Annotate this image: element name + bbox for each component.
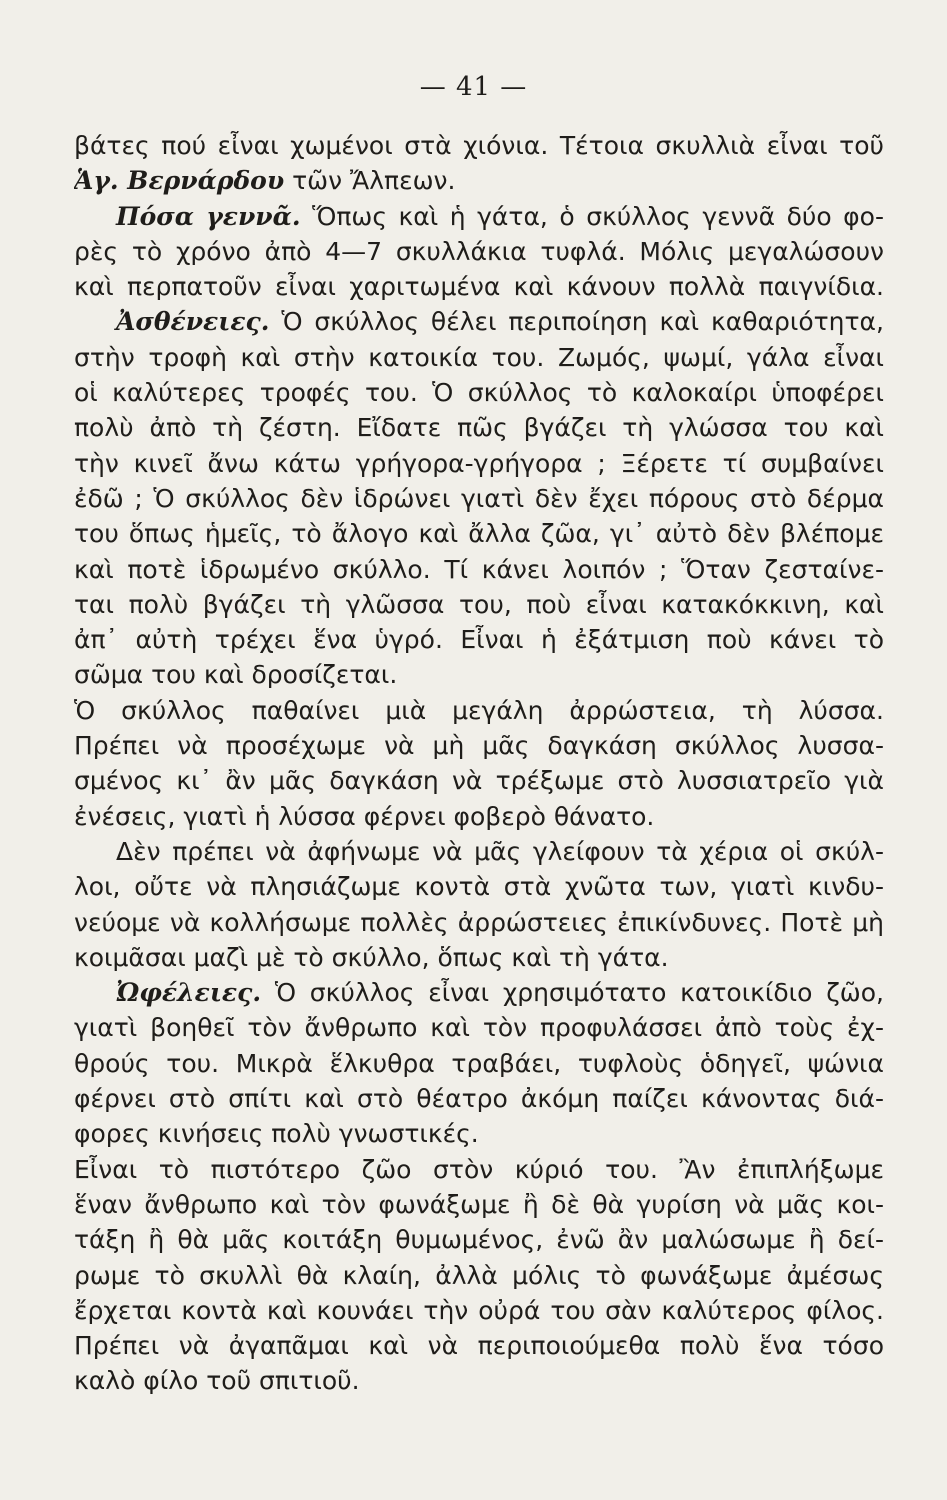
text-run: ἀπ᾽ αὐτὴ τρέχει ἕνα ὑγρό. Εἶναι ἡ ἐξάτμιση ποὺ κάνει τὸ	[74, 625, 884, 655]
text-line	[74, 834, 884, 869]
text-run: σῶμα του καὶ δροσίζεται.	[74, 660, 398, 690]
text-line	[74, 269, 884, 304]
text-line	[74, 375, 884, 410]
text-line	[74, 1187, 884, 1222]
text-run: φέρνει στὸ σπίτι καὶ στὸ θέατρο ἀκόμη παίζει κάνοντας διά-	[74, 1084, 884, 1114]
text-run: ρωμε τὸ σκυλλὶ θὰ κλαίη, ἀλλὰ μόλις τὸ φωνάξωμε ἀμέσως	[74, 1260, 884, 1290]
text-line	[74, 1152, 884, 1187]
text-run: οἱ καλύτερες τροφές του. Ὁ σκύλλος τὸ καλοκαίρι ὑποφέρει	[74, 378, 884, 408]
text-line	[74, 340, 884, 375]
text-run: καὶ περπατοῦν εἶναι χαριτωμένα καὶ κάνουν πολλὰ παιγνίδια.	[74, 272, 884, 302]
text-run: κοιμᾶσαι μαζὶ μὲ τὸ σκύλλο, ὅπως καὶ τὴ γάτα.	[74, 942, 669, 972]
text-line	[74, 869, 884, 904]
text-line	[74, 1222, 884, 1257]
text-run: Ὁ σκύλλος παθαίνει μιὰ μεγάλη ἀρρώστεια, τὴ λύσσα.	[74, 695, 884, 725]
text-run: τὴν κινεῖ ἄνω κάτω γρήγορα-γρήγορα ; Ξέρετε τί συμβαίνει	[74, 448, 884, 478]
text-line	[74, 728, 884, 763]
text-line	[74, 657, 884, 692]
text-line	[74, 446, 884, 481]
text-run: σμένος κι᾽ ἂν μᾶς δαγκάση νὰ τρέξωμε στὸ λυσσιατρεῖο γιὰ	[74, 766, 884, 796]
text-line	[74, 410, 884, 445]
text-line	[74, 940, 884, 975]
text-line	[74, 622, 884, 657]
body-text	[74, 128, 884, 1399]
section-heading: Ἀσθένειες.	[116, 307, 270, 337]
text-line	[74, 763, 884, 798]
text-run: του ὅπως ἡμεῖς, τὸ ἄλογο καὶ ἄλλα ζῶα, γι᾽ αὐτὸ δὲν βλέπομε	[74, 519, 884, 549]
section-heading: Πόσα γεννᾶ.	[116, 201, 301, 231]
text-run: καλὸ φίλο τοῦ σπιτιοῦ.	[74, 1366, 360, 1396]
text-line	[74, 1363, 884, 1398]
text-run: γιατὶ βοηθεῖ τὸν ἄνθρωπο καὶ τὸν προφυλάσσει ἀπὸ τοὺς ἐχ-	[74, 1013, 884, 1043]
text-run: Δὲν πρέπει νὰ ἀφήνωμε νὰ μᾶς γλείφουν τὰ χέρια οἱ σκύλ-	[116, 836, 884, 866]
text-line	[74, 552, 884, 587]
text-line	[74, 1046, 884, 1081]
text-line	[74, 1081, 884, 1116]
text-line	[74, 199, 884, 234]
text-run: ἐδῶ ; Ὁ σκύλλος δὲν ἱδρώνει γιατὶ δὲν ἔχει πόρους στὸ δέρμα	[74, 483, 884, 513]
text-line	[74, 1010, 884, 1045]
text-run: Πρέπει νὰ ἀγαπᾶμαι καὶ νὰ περιποιούμεθα πολὺ ἕνα τόσο	[74, 1331, 884, 1361]
text-line	[74, 163, 884, 198]
text-line	[74, 128, 884, 163]
text-line	[74, 975, 884, 1010]
text-run: λοι, οὔτε νὰ πλησιάζωμε κοντὰ στὰ χνῶτα των, γιατὶ κινδυ-	[74, 872, 884, 902]
text-run: Ὁ σκύλλος εἶναι χρησιμότατο κατοικίδιο ζῶο,	[261, 978, 884, 1008]
section-heading: Ὠφέλειες.	[116, 978, 262, 1008]
text-line	[74, 905, 884, 940]
text-run: ἔρχεται κοντὰ καὶ κουνάει τὴν οὐρά του σὰν καλύτερος φίλος.	[74, 1295, 884, 1325]
text-run: φορες κινήσεις πολὺ γνωστικές.	[74, 1119, 479, 1149]
text-run: Ὁ σκύλλος θέλει περιποίηση καὶ καθαριότητα,	[269, 307, 884, 337]
text-line	[74, 799, 884, 834]
text-run: θρούς του. Μικρὰ ἕλκυθρα τραβάει, τυφλοὺς ὁδηγεῖ, ψώνια	[74, 1048, 884, 1078]
text-line	[74, 1293, 884, 1328]
text-run: ἕναν ἄνθρωπο καὶ τὸν φωνάξωμε ἢ δὲ θὰ γυρίση νὰ μᾶς κοι-	[74, 1189, 884, 1219]
text-run: ται πολὺ βγάζει τὴ γλῶσσα του, ποὺ εἶναι κατακόκκινη, καὶ	[74, 589, 884, 619]
text-line	[74, 304, 884, 339]
text-line	[74, 481, 884, 516]
text-run: βάτες πού εἶναι χωμένοι στὰ χιόνια. Τέτοια σκυλλιὰ εἶναι τοῦ	[74, 131, 884, 160]
text-line	[74, 234, 884, 269]
text-run: καὶ ποτὲ ἱδρωμένο σκύλλο. Τί κάνει λοιπόν ; Ὅταν ζεσταίνε-	[74, 554, 884, 584]
text-run: στὴν τροφὴ καὶ στὴν κατοικία του. Ζωμός, ψωμί, γάλα εἶναι	[74, 342, 884, 372]
text-run: τάξη ἢ θὰ μᾶς κοιτάξη θυμωμένος, ἐνῶ ἂν μαλώσωμε ἢ δεί-	[74, 1225, 884, 1255]
text-run: ρὲς τὸ χρόνο ἀπὸ 4—7 σκυλλάκια τυφλά. Μόλις μεγαλώσουν	[74, 236, 884, 266]
text-run: Πρέπει νὰ προσέχωμε νὰ μὴ μᾶς δαγκάση σκύλλος λυσσα-	[74, 731, 884, 761]
text-run: τῶν Ἄλπεων.	[284, 166, 456, 196]
text-line	[74, 693, 884, 728]
text-line	[74, 516, 884, 551]
text-line	[74, 1258, 884, 1293]
text-line	[74, 587, 884, 622]
page-number: — 41 —	[419, 72, 528, 102]
section-heading: Ἁγ. Βερνάρδου	[74, 166, 285, 196]
text-run: νεύομε νὰ κολλήσωμε πολλὲς ἀρρώστειες ἐπικίνδυνες. Ποτὲ μὴ	[74, 907, 884, 937]
text-run: ἐνέσεις, γιατὶ ἡ λύσσα φέρνει φοβερὸ θάνατο.	[74, 801, 655, 831]
text-run: Εἶναι τὸ πιστότερο ζῶο στὸν κύριό του. Ἂν ἐπιπλήξωμε	[74, 1154, 884, 1184]
text-run: πολὺ ἀπὸ τὴ ζέστη. Εἴδατε πῶς βγάζει τὴ γλώσσα του καὶ	[74, 413, 884, 443]
text-line	[74, 1328, 884, 1363]
text-run: Ὅπως καὶ ἡ γάτα, ὁ σκύλλος γεννᾶ δύο φο-	[300, 201, 884, 231]
text-line	[74, 1116, 884, 1151]
